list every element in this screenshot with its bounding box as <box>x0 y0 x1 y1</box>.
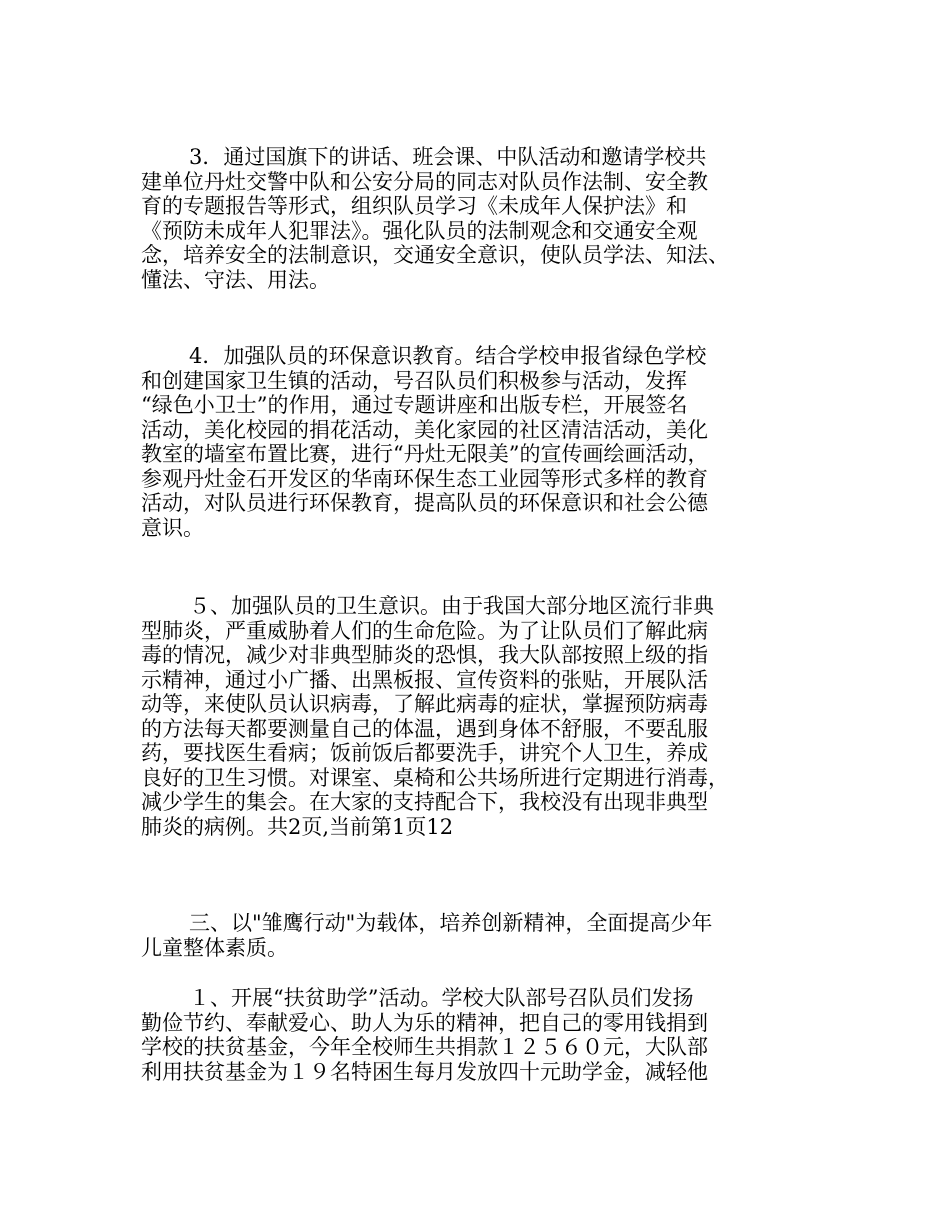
text-line: 参观丹灶金石开发区的华南环保生态工业园等形式多样的教育 <box>141 466 708 491</box>
text-line: 学校的扶贫基金，今年全校师生共捐款１２５６０元，大队部 <box>141 1035 708 1059</box>
text-line: 《预防未成年人犯罪法》。强化队员的法制观念和交通安全观 <box>141 218 698 243</box>
text-line: 型肺炎，严重威胁着人们的生命危险。为了让队员们了解此病 <box>141 618 708 643</box>
text-line: 活动，美化校园的捐花活动，美化家园的社区清洁活动，美化 <box>141 417 708 442</box>
paragraph-poverty-aid <box>141 986 841 1084</box>
paragraph-environment-education <box>141 344 841 540</box>
text-line: 示精神，通过小广播、出黑板报、宣传资料的张贴，开展队活 <box>141 667 708 692</box>
text-line: 4．加强队员的环保意识教育。结合学校申报省绿色学校 <box>189 344 707 368</box>
text-line: 意识。 <box>141 515 204 540</box>
paragraph-law-education <box>141 145 841 292</box>
text-line: 懂法、守法、用法。 <box>141 267 330 292</box>
text-line: 良好的卫生习惯。对课室、桌椅和公共场所进行定期进行消毒， <box>141 765 729 790</box>
text-line: 建单位丹灶交警中队和公安分局的同志对队员作法制、安全教 <box>141 169 708 194</box>
text-line: 念，培养安全的法制意识，交通安全意识，使队员学法、知法、 <box>141 243 729 267</box>
text-line: 毒的情况，减少对非典型肺炎的恐惧，我大队部按照上级的指 <box>141 643 708 667</box>
text-line: 勤俭节约、奉献爱心、助人为乐的精神，把自己的零用钱捐到 <box>141 1010 708 1035</box>
text-line: 的方法每天都要测量自己的体温，遇到身体不舒服，不要乱服 <box>141 716 708 741</box>
text-line: 活动，对队员进行环保教育，提高队员的环保意识和社会公德 <box>141 491 708 515</box>
text-line: １、开展“扶贫助学”活动。学校大队部号召队员们发扬 <box>189 986 694 1010</box>
text-line: 动等，来使队员认识病毒，了解此病毒的症状，掌握预防病毒 <box>141 692 708 716</box>
text-line: “绿色小卫士”的作用，通过专题讲座和出版专栏，开展签名 <box>141 393 688 417</box>
text-line: 育的专题报告等形式，组织队员学习《未成年人保护法》和 <box>141 194 687 218</box>
text-line: 和创建国家卫生镇的活动，号召队员们积极参与活动，发挥 <box>141 368 687 393</box>
text-line: 儿童整体素质。 <box>141 935 288 960</box>
text-line: 药，要找医生看病；饭前饭后都要洗手，讲究个人卫生，养成 <box>141 741 708 765</box>
text-line: 肺炎的病例。共2页,当前第1页12 <box>141 814 454 839</box>
text-line: 利用扶贫基金为１９名特困生每月发放四十元助学金，减轻他 <box>141 1059 708 1084</box>
text-line: 三、以"雏鹰行动"为载体，培养创新精神，全面提高少年 <box>189 911 713 935</box>
text-line: 减少学生的集会。在大家的支持配合下，我校没有出现非典型 <box>141 790 708 814</box>
text-line: 教室的墙室布置比赛，进行“丹灶无限美”的宣传画绘画活动， <box>141 442 709 466</box>
text-line: 3．通过国旗下的讲话、班会课、中队活动和邀请学校共 <box>189 145 707 169</box>
section-heading-eagle-action <box>141 911 841 960</box>
paragraph-hygiene-awareness <box>141 594 841 839</box>
text-line: ５、加强队员的卫生意识。由于我国大部分地区流行非典 <box>189 594 714 618</box>
